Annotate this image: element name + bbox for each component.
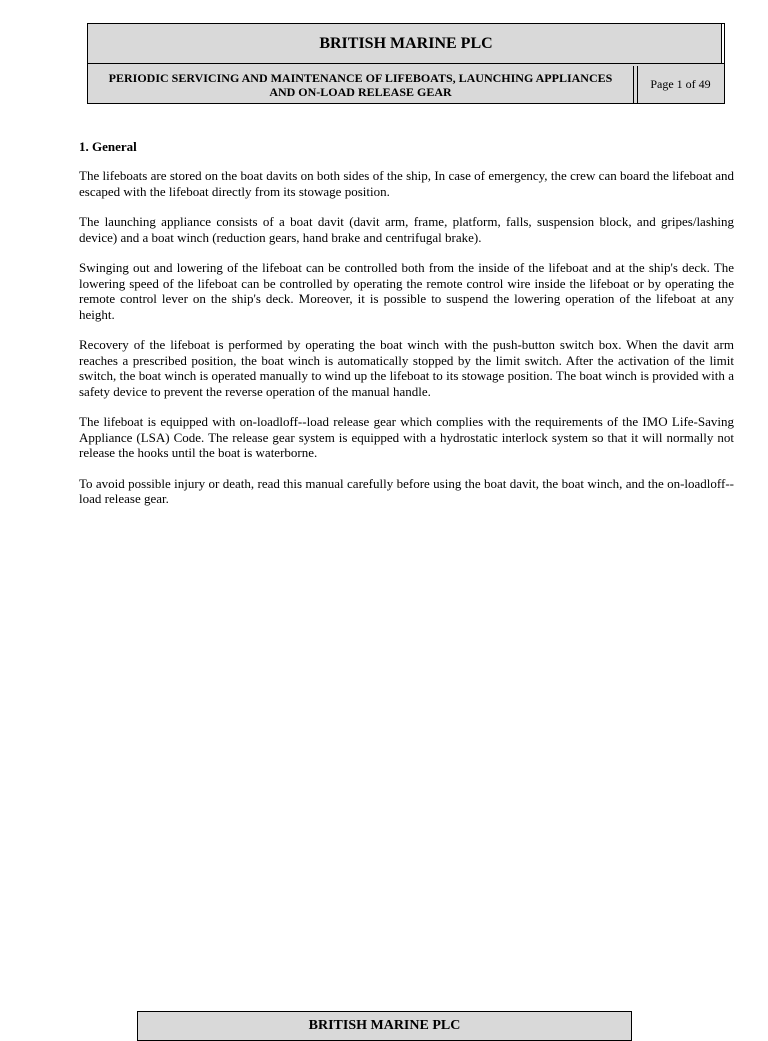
document-subtitle: PERIODIC SERVICING AND MAINTENANCE OF LIFEBOATS, LAUNCHING APPLIANCES AND ON-LOAD RELEASE GEAR [88,66,634,103]
paragraph-warning: To avoid possible injury or death, read this manual carefully before using the boat davit, the boat winch, and the on-loadloff--load release gear. [79,475,734,506]
page-footer [137,1011,632,1041]
company-title: BRITISH MARINE PLC [88,24,724,64]
paragraph-launching-appliance: The launching appliance consists of a boat davit (davit arm, frame, platform, falls, suspension block, and gripes/lashing device) and a boat winch (reduction gears, hand brake and centrifugal brake). [79,214,734,245]
paragraph-lowering: Swinging out and lowering of the lifeboat can be controlled both from the inside of the lifeboat and at the ship's deck. The lowering speed of the lifeboat can be controlled by operating the remote control wire inside the lifeboat or by operating the remote control lever on the ship's deck. Moreover, it is possible to suspend the lowering operation of the lifeboat at any height. [79,260,734,322]
footer-company: BRITISH MARINE PLC [308,1018,461,1033]
paragraph-release-gear: The lifeboat is equipped with on-loadloff--load release gear which complies with the requirements of the IMO Life-Saving Appliance (LSA) Code. The release gear system is equipped with a hydrostatic interlock system so that it will normally not release the hooks until the boat is waterborne. [79,414,734,460]
section-heading: 1. General [79,139,137,154]
document-body [79,139,734,522]
paragraph-storage: The lifeboats are stored on the boat davits on both sides of the ship, In case of emergency, the crew can board the lifeboat and escaped with the lifeboat directly from its stowage position. [79,168,734,199]
page-number: Page 1 of 49 [637,66,723,103]
page-header [87,23,725,104]
paragraph-recovery: Recovery of the lifeboat is performed by operating the boat winch with the push-button switch box. When the davit arm reaches a prescribed position, the boat winch is automatically stopped by the limit switch. After the activation of the limit switch, the boat winch is operated manually to wind up the lifeboat to its stowage position. The boat winch is provided with a safety device to prevent the reverse operation of the manual handle. [79,337,734,399]
